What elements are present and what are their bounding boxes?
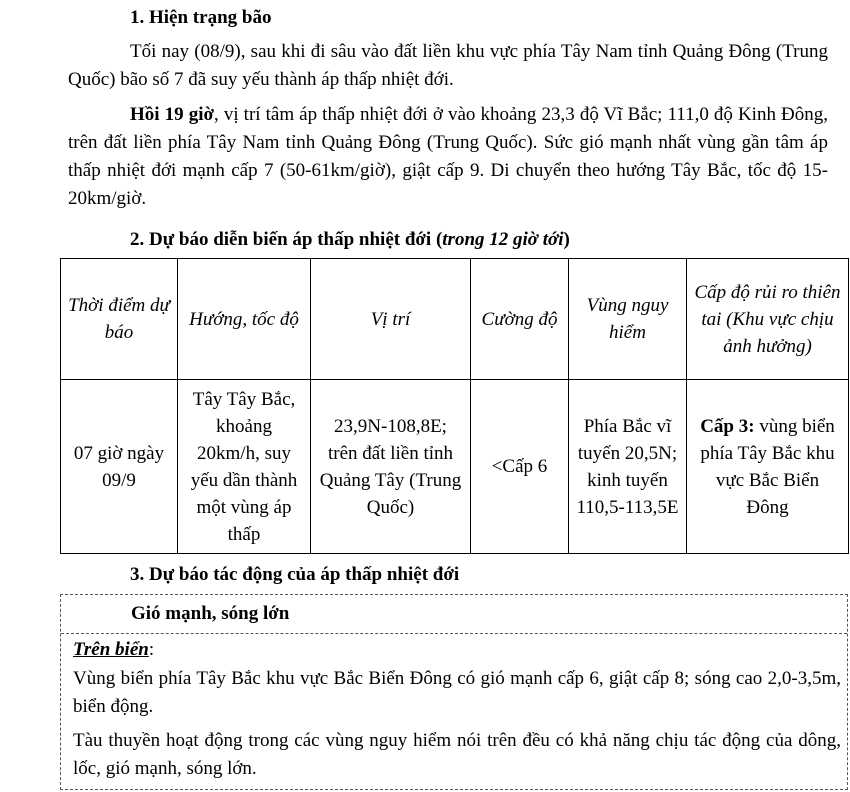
section1-paragraph-1	[68, 38, 828, 94]
impact-box-title	[61, 595, 847, 634]
risk-level-bold: Cấp 3:	[700, 415, 755, 437]
cell-position: 23,9N-108,8E; trên đất liền tỉnh Quảng Tây (Trung Quốc)	[311, 380, 471, 554]
header-danger-zone: Vùng nguy hiểm	[569, 259, 687, 380]
cell-risk-level	[687, 380, 849, 554]
table-row	[61, 380, 849, 554]
section1-paragraph-2	[68, 101, 828, 213]
impact-paragraph-2: Tàu thuyền hoạt động trong các vùng nguy hiểm nói trên đều có khả năng chịu tác động của dông, lốc, gió mạnh, sóng lớn.	[73, 730, 841, 779]
section2-heading	[130, 228, 570, 252]
risk-level-text: vùng biển phía Tây Bắc khu vực Bắc Biển Đông	[700, 415, 835, 518]
section2-heading-italic: trong 12 giờ tới	[442, 229, 564, 250]
section3-heading: 3. Dự báo tác động của áp thấp nhiệt đới	[130, 564, 460, 585]
header-risk-level: Cấp độ rủi ro thiên tai (Khu vực chịu ảnh hưởng)	[687, 259, 849, 380]
forecast-table-header-row	[61, 259, 849, 380]
header-forecast-time: Thời điểm dự báo	[61, 259, 178, 380]
cell-intensity: <Cấp 6	[471, 380, 569, 554]
section1-paragraph-2-text: , vị trí tâm áp thấp nhiệt đới ở vào khoảng 23,3 độ Vĩ Bắc; 111,0 độ Kinh Đông, trên đất liền phía Tây Nam tỉnh Quảng Đông (Trung Quốc). Sức gió mạnh nhất vùng gần tâm áp thấp nhiệt đới mạnh cấp 7 (50-61km/giờ), giật cấp 9. Di chuyển theo hướng Tây Bắc, tốc độ 15-20km/giờ.	[68, 104, 828, 209]
section1-time-bold: Hồi 19 giờ	[130, 104, 214, 125]
cell-direction-speed: Tây Tây Bắc, khoảng 20km/h, suy yếu dần thành một vùng áp thấp	[178, 380, 311, 554]
section2-heading-main: 2. Dự báo diễn biến áp thấp nhiệt đới (	[130, 229, 443, 250]
header-intensity: Cường độ	[471, 259, 569, 380]
impact-box-title-text: Gió mạnh, sóng lớn	[131, 603, 290, 624]
section1-paragraph-1-text: Tối nay (08/9), sau khi đi sâu vào đất liền khu vực phía Tây Nam tỉnh Quảng Đông (Trung Quốc) bão số 7 đã suy yếu thành áp thấp nhiệt đới.	[68, 41, 828, 90]
impact-box	[60, 594, 848, 790]
section2-heading-end: )	[563, 229, 570, 250]
section1-heading: 1. Hiện trạng bão	[130, 7, 272, 28]
impact-subheading-label: Trên biển	[73, 639, 149, 660]
header-direction-speed: Hướng, tốc độ	[178, 259, 311, 380]
header-position: Vị trí	[311, 259, 471, 380]
impact-subheading	[73, 637, 154, 663]
impact-paragraph-1: Vùng biển phía Tây Bắc khu vực Bắc Biển Đông có gió mạnh cấp 6, giật cấp 8; sóng cao 2,0-3,5m, biển động.	[73, 668, 841, 717]
cell-forecast-time: 07 giờ ngày 09/9	[61, 380, 178, 554]
forecast-table	[60, 258, 849, 554]
impact-subheading-colon: :	[148, 639, 155, 660]
cell-danger-zone: Phía Bắc vĩ tuyến 20,5N; kinh tuyến 110,5-113,5E	[569, 380, 687, 554]
